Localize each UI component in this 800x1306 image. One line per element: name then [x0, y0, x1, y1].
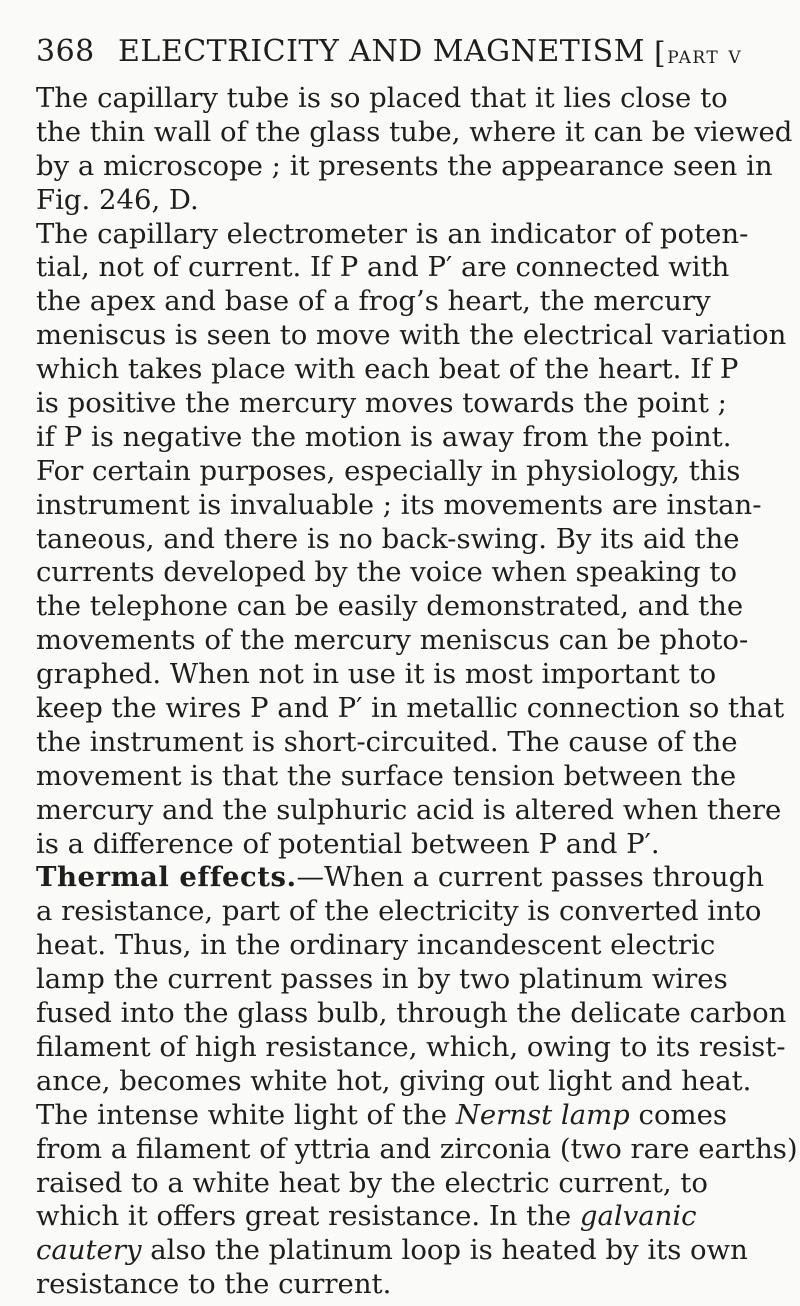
- text-segment: also the platinum loop is heated by its own: [150, 1234, 748, 1267]
- text-segment: —When a current passes through: [296, 861, 764, 894]
- text-line: [36, 1099, 776, 1133]
- section-heading: Thermal effects.: [36, 861, 297, 894]
- text-line: resistance to the current.: [36, 1268, 392, 1301]
- text-line: the telephone can be easily demonstrated, and the: [36, 590, 744, 623]
- text-line: movement is that the surface tension between the: [36, 759, 737, 792]
- text-line: a resistance, part of the electricity is converted into: [36, 895, 762, 928]
- text-line: Fig. 246, D.: [36, 183, 199, 216]
- text-line: the thin wall of the glass tube, where it can be viewed: [36, 115, 793, 148]
- text-segment: The intense white light of the: [36, 1098, 456, 1131]
- text-line: by a microscope ; it presents the appearance seen in: [36, 149, 773, 182]
- text-line: [36, 1234, 776, 1268]
- text-line: raised to a white heat by the electric current, to: [36, 1166, 708, 1199]
- text-line: The capillary electrometer is an indicator of poten-: [36, 217, 749, 250]
- running-title: ELECTRICITY AND MAGNETISM: [118, 34, 645, 69]
- text-line: mercury and the sulphuric acid is altered when there: [36, 793, 782, 826]
- text-line: currents developed by the voice when speaking to: [36, 556, 738, 589]
- text-line: The capillary tube is so placed that it lies close to: [36, 82, 728, 114]
- text-line: ance, becomes white hot, giving out light and heat.: [36, 1064, 752, 1097]
- italic-term-cautery: cautery: [36, 1234, 142, 1267]
- text-line: instrument is invaluable ; its movements are instan-: [36, 488, 762, 521]
- text-line: meniscus is seen to move with the electrical variation: [36, 319, 787, 352]
- part-label: [part v: [654, 36, 743, 71]
- text-line: the apex and base of a frog’s heart, the mercury: [36, 285, 711, 318]
- text-segment: which it offers great resistance. In the: [36, 1200, 580, 1233]
- text-line: if P is negative the motion is away from the point.: [36, 420, 732, 453]
- text-line: heat. Thus, in the ordinary incandescent electric: [36, 929, 716, 962]
- text-line: lamp the current passes in by two platinum wires: [36, 963, 728, 996]
- text-segment: comes: [629, 1098, 727, 1131]
- page-number: 368: [36, 34, 95, 69]
- text-line: graphed. When not in use it is most important to: [36, 658, 717, 691]
- text-line: from a filament of yttria and zirconia (two rare earths): [36, 1132, 798, 1165]
- italic-term-galvanic: galvanic: [579, 1200, 697, 1233]
- text-line: [36, 861, 776, 895]
- text-line: which takes place with each beat of the heart. If P: [36, 353, 739, 386]
- text-line: For certain purposes, especially in physiology, this: [36, 454, 741, 487]
- text-line: [36, 1200, 776, 1234]
- running-head: [36, 34, 776, 74]
- text-line: keep the wires P and P′ in metallic connection so that: [36, 692, 785, 725]
- text-line: taneous, and there is no back-swing. By its aid the: [36, 522, 740, 555]
- text-line: filament of high resistance, which, owing to its resist-: [36, 1030, 786, 1063]
- text-line: fused into the glass bulb, through the delicate carbon: [36, 997, 787, 1030]
- text-line: is a difference of potential between P and P′.: [36, 827, 660, 860]
- text-line: tial, not of current. If P and P′ are connected with: [36, 251, 730, 284]
- body-text: [36, 82, 798, 1302]
- text-line: movements of the mercury meniscus can be photo-: [36, 624, 749, 657]
- italic-term-nernst-lamp: Nernst lamp: [455, 1098, 630, 1131]
- text-line: is positive the mercury moves towards the point ;: [36, 387, 727, 420]
- text-line: the instrument is short-circuited. The cause of the: [36, 725, 738, 758]
